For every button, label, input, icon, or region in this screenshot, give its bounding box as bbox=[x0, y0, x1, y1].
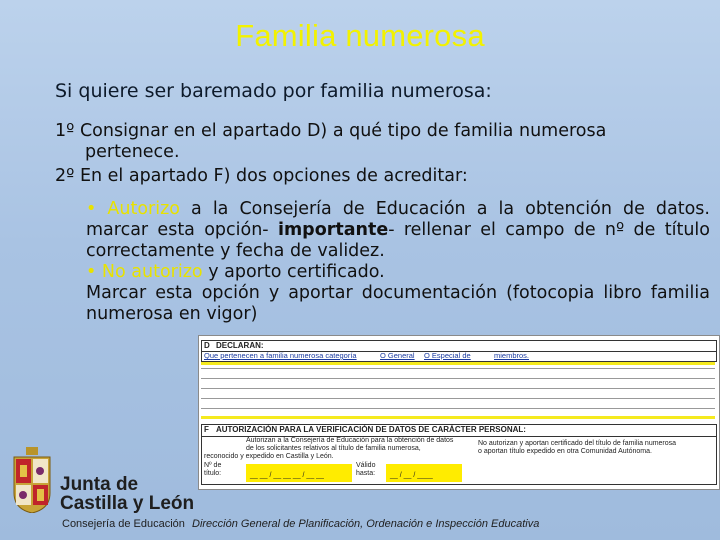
bullet-icon: • bbox=[86, 262, 97, 282]
option-important-label: importante bbox=[277, 220, 389, 240]
option-autorizo-label: Autorizo bbox=[107, 199, 180, 219]
brand-line-1: Junta de bbox=[60, 474, 139, 495]
option-no-autorizo-label: No autorizo bbox=[101, 262, 203, 282]
section-d-letter: D bbox=[204, 341, 210, 350]
intro-text: Si quiere ser baremado por familia numerosa: bbox=[55, 80, 492, 102]
section-f-no-autorizan-2: o aportan título expedido en otra Comunidad Autónoma. bbox=[478, 448, 652, 455]
direccion-label: Dirección General de Planificación, Ordenación e Inspección Educativa bbox=[192, 518, 540, 530]
junta-logo bbox=[8, 445, 208, 515]
section-d-question: Que pertenecen a familia numerosa categoría bbox=[204, 351, 357, 360]
yellow-highlight bbox=[201, 416, 715, 419]
page-title: Familia numerosa bbox=[235, 18, 485, 53]
section-d-title: DECLARAN: bbox=[216, 341, 264, 350]
option-autorizo-tail: - rellenar el campo de nº de título correctamente y fecha de validez. bbox=[86, 220, 710, 261]
bullet-icon: • bbox=[86, 199, 97, 219]
titulo-number-label: Nº de bbox=[204, 462, 222, 469]
fecha-value: __ / __ / ____ bbox=[390, 472, 433, 479]
section-f-autorizan-1: Autorizan a la Consejería de Educación para la obtención de datos bbox=[246, 437, 454, 444]
section-f-no-autorizan-1: No autorizan y aportan certificado del título de familia numerosa bbox=[478, 440, 677, 447]
hasta-label: hasta: bbox=[356, 470, 376, 477]
yellow-highlight bbox=[201, 362, 715, 365]
section-f-body bbox=[201, 436, 717, 485]
option-autorizo bbox=[86, 199, 710, 262]
titulo-label: título: bbox=[204, 470, 222, 477]
section-d-general: O General bbox=[380, 351, 415, 360]
option-autorizo-text: a la Consejería de Educación a la obtención de datos. marcar esta opción- bbox=[86, 199, 710, 240]
section-d-especial: O Especial de bbox=[424, 351, 471, 360]
section-f-autorizan-3: reconocido y expedido en Castilla y León. bbox=[204, 453, 334, 460]
form-excerpt-image bbox=[198, 335, 720, 490]
section-f-autorizan-2: de los solicitantes relativos al título de familia numerosa, bbox=[246, 445, 421, 452]
brand-line-2: Castilla y León bbox=[60, 493, 195, 514]
coat-of-arms-icon bbox=[12, 447, 52, 513]
options-block bbox=[86, 199, 710, 325]
step-1 bbox=[55, 121, 695, 163]
section-d-row bbox=[201, 351, 717, 362]
step-2: 2º En el apartado F) dos opciones de acreditar: bbox=[55, 166, 468, 186]
valido-label: Válido bbox=[356, 462, 376, 469]
option-no-autorizo-detail: Marcar esta opción y aportar documentación (fotocopia libro familia numerosa en vigor) bbox=[86, 283, 710, 324]
option-no-autorizo-text: y aporto certificado. bbox=[208, 262, 385, 282]
brand-name bbox=[60, 475, 194, 513]
consejeria-label: Consejería de Educación bbox=[62, 518, 185, 530]
step-1-line-1: 1º Consignar en el apartado D) a qué tipo de familia numerosa bbox=[55, 121, 607, 141]
titulo-value: __ __ / __ __ __ / __ __ bbox=[250, 472, 324, 479]
section-f-letter: F bbox=[204, 425, 209, 434]
section-d-miembros: miembros. bbox=[494, 351, 530, 360]
option-no-autorizo bbox=[86, 262, 710, 283]
section-f-title: AUTORIZACIÓN PARA LA VERIFICACIÓN DE DATOS DE CARÁCTER PERSONAL: bbox=[216, 425, 526, 434]
step-1-line-2: pertenece. bbox=[85, 142, 180, 162]
